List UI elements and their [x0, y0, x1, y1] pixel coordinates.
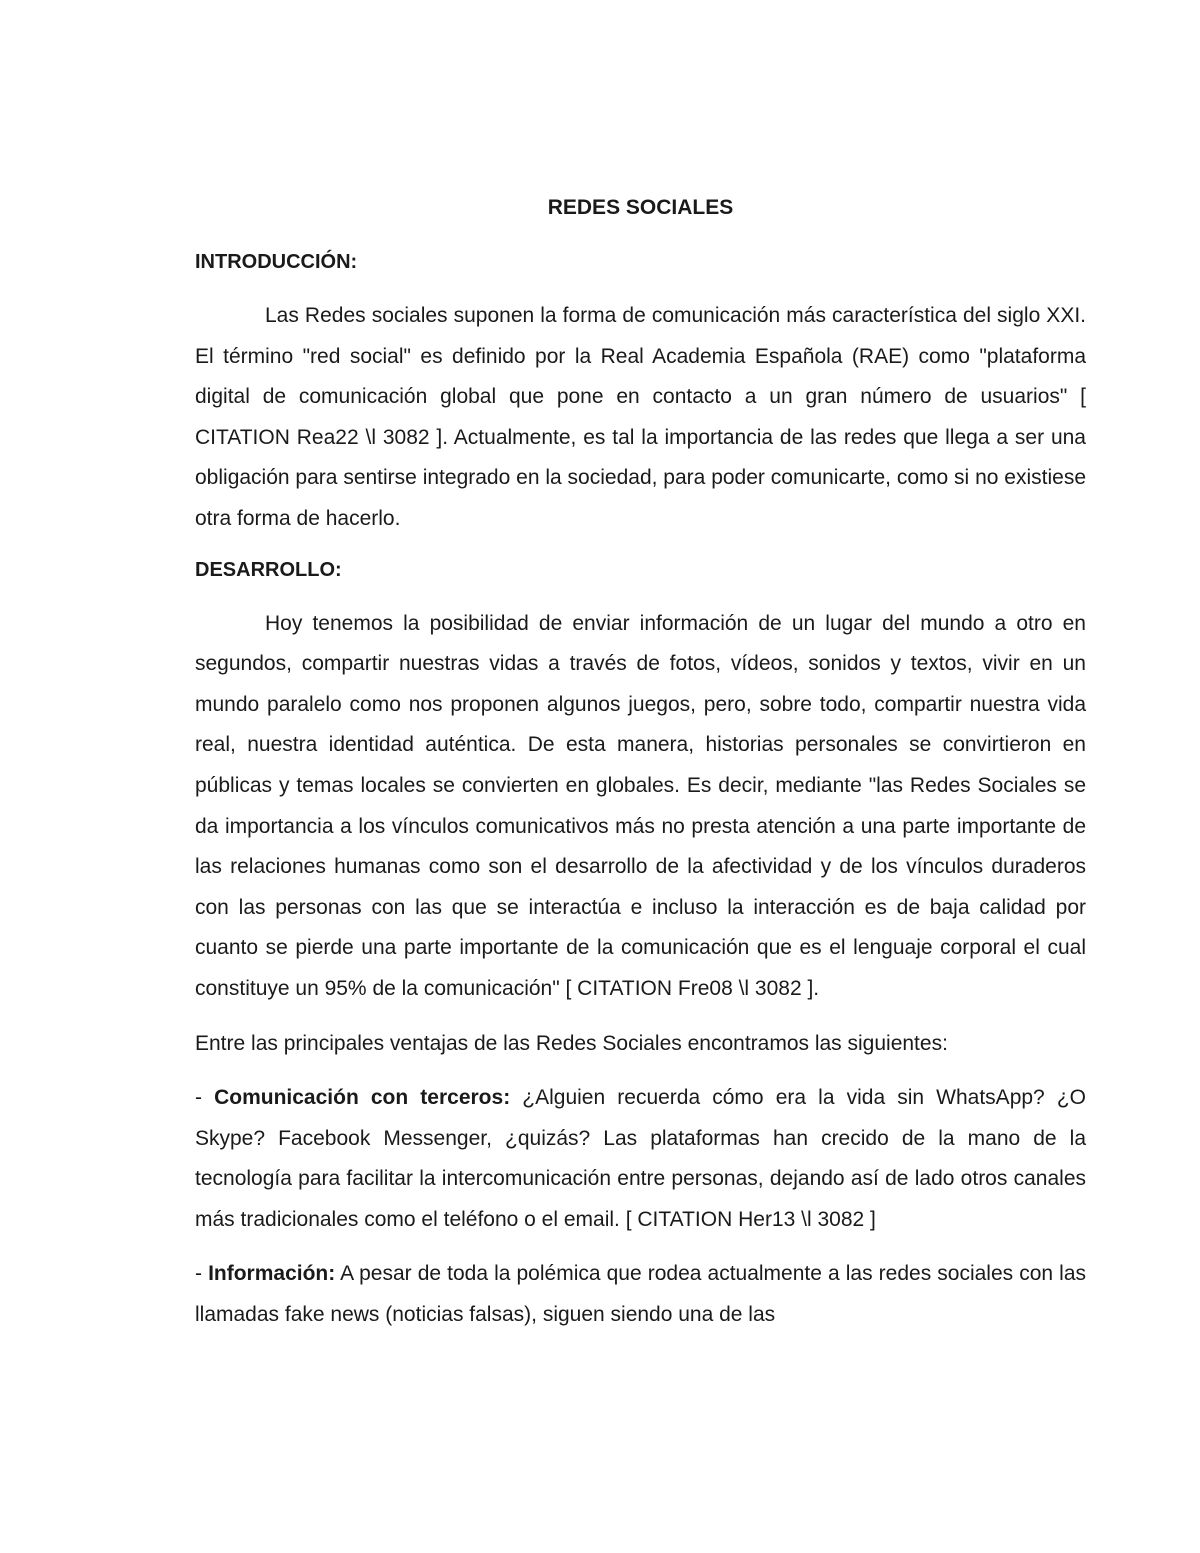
list-item-term: Información:: [208, 1262, 336, 1286]
paragraph-desarrollo: Hoy tenemos la posibilidad de enviar información de un lugar del mundo a otro en segundos, compartir nuestras vidas a través de fotos, vídeos, sonidos y textos, vivir en un mundo paralelo como nos proponen algunos juegos, pero, sobre todo, compartir nuestra vida real, nuestra identidad auténtica. De esta manera, historias personales se convirtieron en públicas y temas locales se convierten en globales. Es decir, mediante "las Redes Sociales se da importancia a los vínculos comunicativos más no presta atención a una parte importante de las relaciones humanas como son el desarrollo de la afectividad y de los vínculos duraderos con las personas con las que se interactúa e incluso la interacción es de baja calidad por cuanto se pierde una parte importante de la comunicación que es el lenguaje corporal el cual constituye un 95% de la comunicación" [ CITATION Fre08 \l 3082 ].: [195, 611, 1086, 1000]
list-item-dash: -: [195, 1086, 215, 1110]
list-item-comunicacion: [195, 1078, 1086, 1240]
section-heading-desarrollo: DESARROLLO:: [195, 558, 342, 581]
list-item-text: A pesar de toda la polémica que rodea actualmente a las redes sociales con las llamadas fake news (noticias falsas), siguen siendo una de las: [195, 1262, 1086, 1327]
list-item-text: ¿Alguien recuerda cómo era la vida sin WhatsApp? ¿O Skype? Facebook Messenger, ¿quizás? Las plataformas han crecido de la mano de la tecnología para facilitar la intercomunicación entre personas, dejando así de lado otros canales más tradicionales como el teléfono o el email. [ CITATION Her13 \l 3082 ]: [195, 1086, 1086, 1231]
paragraph-introduccion: Las Redes sociales suponen la forma de comunicación más característica del siglo XXI. El término "red social" es definido por la Real Academia Española (RAE) como "plataforma digital de comunicación global que pone en contacto a un gran número de usuarios" [ CITATION Rea22 \l 3082 ]. Actualmente, es tal la importancia de las redes que llega a ser una obligación para sentirse integrado en la sociedad, para poder comunicarte, como si no existiese otra forma de hacerlo.: [195, 304, 1086, 530]
document-title: REDES SOCIALES: [547, 196, 734, 219]
document-body: [195, 192, 1086, 1350]
list-item-dash: -: [195, 1262, 209, 1286]
section-heading-introduccion: INTRODUCCIÓN:: [195, 251, 358, 273]
paragraph-ventajas-intro: Entre las principales ventajas de las Redes Sociales encontramos las siguientes:: [195, 1031, 948, 1055]
list-item-informacion: [195, 1254, 1086, 1335]
list-item-term: Comunicación con terceros:: [214, 1086, 511, 1110]
